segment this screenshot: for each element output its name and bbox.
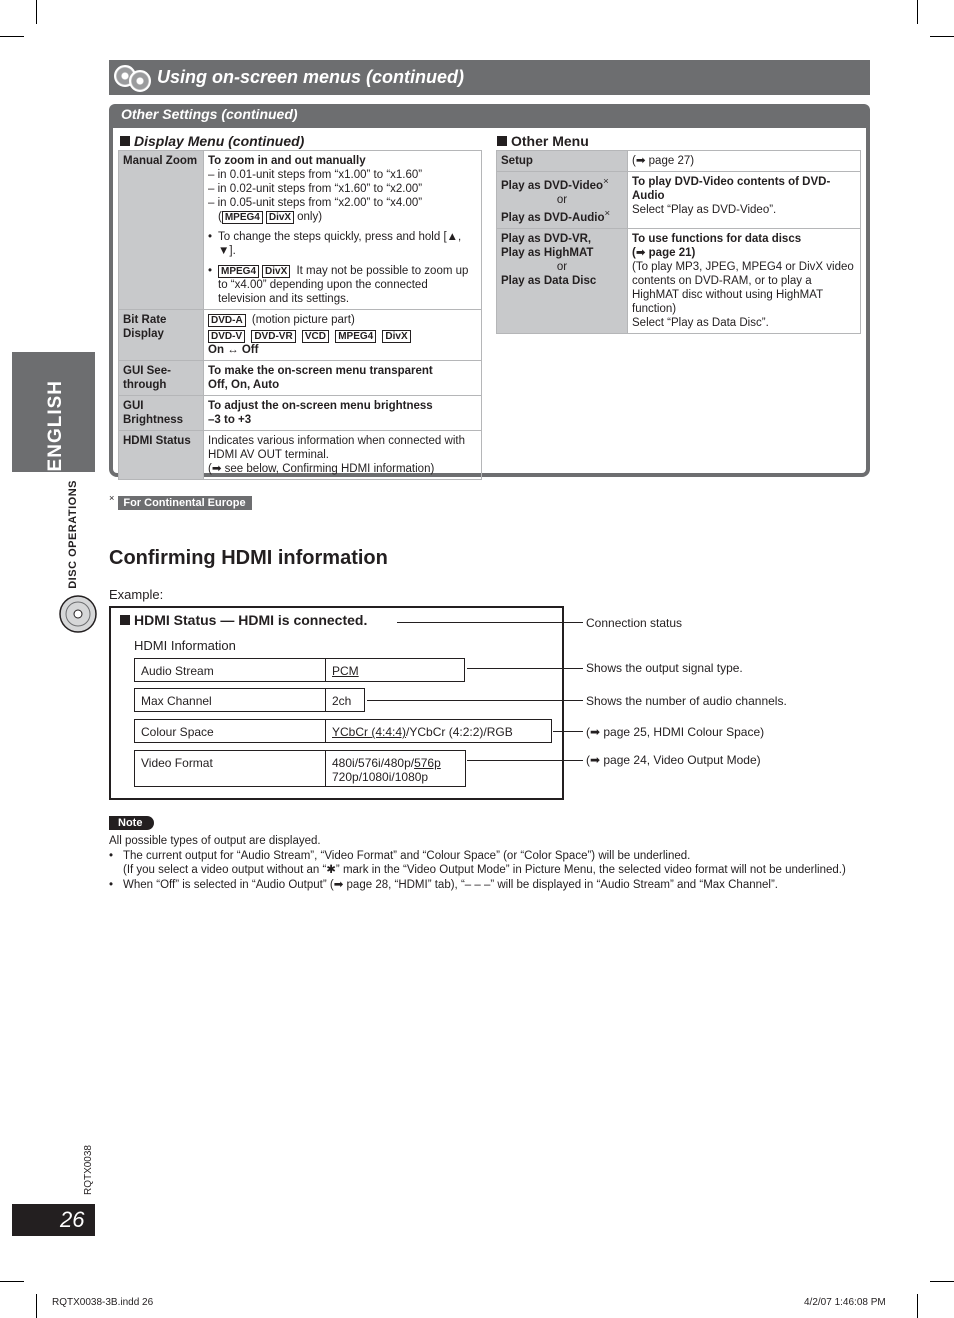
crop-mark	[917, 1294, 918, 1318]
product-code: RQTX0038	[83, 1145, 94, 1196]
audio-stream-row: Audio Stream PCM	[134, 658, 465, 682]
callout-label: Connection status	[586, 616, 683, 630]
crop-mark	[917, 0, 918, 24]
row-key: HDMI Status	[119, 431, 204, 480]
display-menu-title: Display Menu (continued)	[120, 133, 304, 149]
row-key: Bit Rate Display	[119, 310, 204, 361]
row-key: Play as DVD-VR, Play as HighMAT or Play as Data Disc	[497, 228, 628, 333]
crop-mark	[36, 1294, 37, 1318]
print-date: 4/2/07 1:46:08 PM	[804, 1297, 886, 1308]
note-badge: Note	[109, 816, 154, 830]
table-row	[497, 151, 861, 172]
callout-line	[397, 622, 583, 623]
row-value: (➡ page 27)	[628, 151, 861, 172]
row-key: Play as DVD-Video× or Play as DVD-Audio×	[497, 172, 628, 229]
crop-mark	[36, 0, 37, 24]
row-key: Setup	[497, 151, 628, 172]
callout-label: Shows the output signal type.	[586, 661, 743, 675]
callout-label: (➡ page 24, Video Output Mode)	[586, 753, 761, 767]
row-value: To zoom in and out manually – in 0.01-unit steps from “x1.00” to “x1.60” – in 0.02-unit steps from “x1.60” to “x2.00” – in 0.05-unit steps from “x2.00” to “x4.00” ( MPEG4 DivX only) • To change the steps quickly, press and hold [▲, ▼]. • MPEG4 DivX It may not be possible to zoom up to “x4.00” depending upon the connected television and its settings.	[204, 151, 482, 310]
disc-icon	[129, 70, 151, 92]
footnote: × For Continental Europe	[109, 493, 252, 510]
example-label: Example:	[109, 587, 164, 602]
colour-space-row: Colour Space YCbCr (4:4:4)/YCbCr (4:2:2)/RGB	[134, 719, 552, 743]
note-text: All possible types of output are displayed. • The current output for “Audio Stream”, “Video Format” and “Colour Space” (or “Color Space”) will be underlined. (If you select a video output without an “✱” mark in the “Video Output Mode” in Picture Menu, the selected video format will not be underlined.) • When “Off” is selected in “Audio Output” (➡ page 28, “HDMI” tab), “– – –” will be displayed in “Audio Stream” and “Max Channel”.	[109, 834, 849, 893]
row-value: To use functions for data discs (➡ page 21) (To play MP3, JPEG, MPEG4 or DivX video contents on DVD-RAM, or to play a HighMAT disc without using HighMAT function) Select “Play as Data Disc”.	[628, 228, 861, 333]
callout-label: Shows the number of audio channels.	[586, 694, 787, 708]
callout-label: (➡ page 25, HDMI Colour Space)	[586, 725, 765, 739]
other-menu-table	[496, 150, 861, 334]
section-heading: Confirming HDMI information	[109, 547, 388, 569]
table-row	[497, 228, 861, 333]
row-value: To play DVD-Video contents of DVD-Audio Select “Play as DVD-Video”.	[628, 172, 861, 229]
row-value: DVD-A (motion picture part) DVD-V DVD-VR VCD MPEG4 DivX On ↔ Off	[204, 310, 482, 361]
table-row	[119, 431, 482, 480]
crop-mark	[930, 36, 954, 37]
hdmi-info-label: HDMI Information	[134, 638, 236, 653]
row-value: To adjust the on-screen menu brightness –3 to +3	[204, 396, 482, 431]
section-label: DISC OPERATIONS	[67, 480, 79, 589]
callout-line	[553, 731, 583, 732]
file-name: RQTX0038-3B.indd 26	[52, 1297, 154, 1308]
page-title: Using on-screen menus (continued)	[157, 67, 465, 87]
disc-operations-icon	[58, 594, 98, 634]
callout-line	[467, 760, 583, 761]
callout-line	[367, 700, 583, 701]
row-value: To make the on-screen menu transparent Off, On, Auto	[204, 361, 482, 396]
table-row	[497, 172, 861, 229]
language-label: ENGLISH	[45, 380, 66, 472]
max-channel-row: Max Channel 2ch	[134, 688, 365, 712]
row-key: Manual Zoom	[119, 151, 204, 310]
callout-line	[467, 668, 583, 669]
crop-mark	[0, 36, 24, 37]
video-format-row: Video Format 480i/576i/480p/576p 720p/1080i/1080p	[134, 750, 466, 787]
crop-mark	[930, 1281, 954, 1282]
row-key: GUI Brightness	[119, 396, 204, 431]
table-row	[119, 396, 482, 431]
hdmi-box-title: HDMI Status — HDMI is connected.	[120, 612, 367, 628]
page-number: 26	[60, 1207, 85, 1232]
display-menu-table	[118, 150, 482, 480]
table-row	[119, 151, 482, 310]
table-row	[119, 361, 482, 396]
row-key: GUI See-through	[119, 361, 204, 396]
table-row	[119, 310, 482, 361]
other-menu-title: Other Menu	[497, 133, 589, 149]
crop-mark	[0, 1281, 24, 1282]
row-value: Indicates various information when connected with HDMI AV OUT terminal. (➡ see below, Confirming HDMI information)	[204, 431, 482, 480]
panel-title: Other Settings (continued)	[121, 106, 298, 122]
